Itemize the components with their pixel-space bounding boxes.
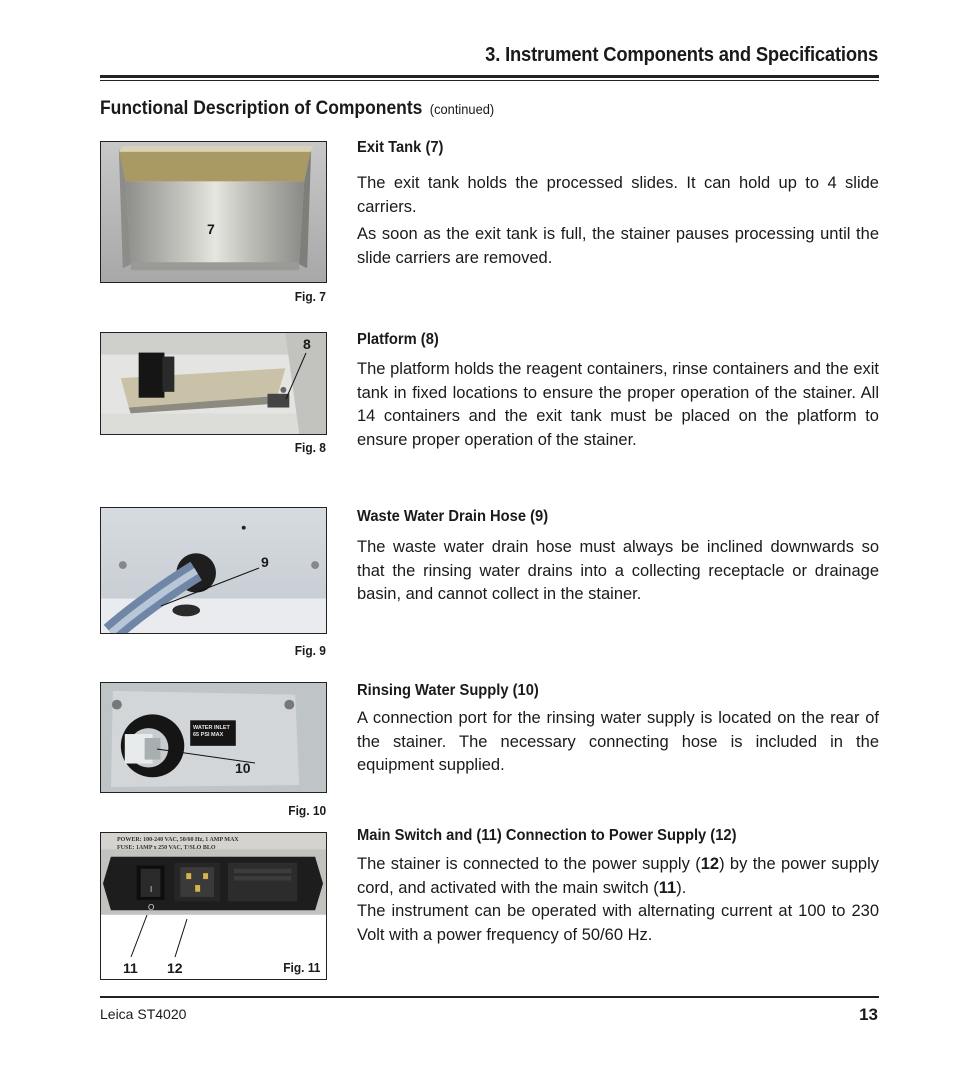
section-heading bbox=[100, 98, 494, 120]
label-line: 65 PSI MAX bbox=[193, 732, 224, 738]
callout-10: 10 bbox=[235, 760, 251, 776]
callout-line bbox=[101, 333, 327, 435]
item-title-drain-hose: Waste Water Drain Hose (9) bbox=[357, 508, 549, 525]
item-description-power-supply bbox=[357, 853, 879, 947]
paragraph: The instrument can be operated with alternating current at 100 to 230 Volt with a power frequency of 50/60 Hz. bbox=[357, 902, 879, 944]
header-rule-thin bbox=[100, 80, 879, 81]
switch-on-mark: I bbox=[150, 885, 153, 894]
paragraph-power: The stainer is connected to the power supply (12) by the power supply cord, and activated with the main switch (11). bbox=[357, 855, 879, 897]
callout-reference: 12 bbox=[700, 855, 720, 873]
item-title-water-supply: Rinsing Water Supply (10) bbox=[357, 682, 539, 699]
header-rule bbox=[100, 75, 879, 78]
item-description-exit-tank bbox=[357, 172, 879, 270]
callout-line bbox=[101, 508, 327, 634]
item-description-platform bbox=[357, 358, 879, 452]
callout-reference: 11 bbox=[658, 878, 677, 897]
figure-caption: Fig. 10 bbox=[288, 803, 326, 818]
switch-off-mark: O bbox=[148, 903, 155, 912]
chapter-title: 3. Instrument Components and Specifications bbox=[485, 44, 878, 66]
plate-line: POWER: 100-240 VAC, 50/60 Hz, 1 AMP MAX bbox=[117, 837, 239, 843]
label-line: WATER INLET bbox=[193, 725, 230, 731]
callout-7: 7 bbox=[207, 221, 215, 237]
plate-line: FUSE: 1AMP x 250 VAC, T/SLO BLO bbox=[117, 844, 216, 851]
figure-platform-photo bbox=[100, 332, 327, 435]
callout-line bbox=[101, 683, 327, 793]
footer-rule bbox=[100, 996, 879, 998]
item-title-exit-tank: Exit Tank (7) bbox=[357, 139, 444, 156]
page-number: 13 bbox=[859, 1005, 878, 1024]
callout-12: 12 bbox=[167, 960, 183, 976]
callout-11: 11 bbox=[123, 960, 138, 976]
paragraph: The platform holds the reagent containers, rinse containers and the exit tank in fixed locations to ensure the proper operation of the stainer. All 14 containers and the exit tank must be placed on the platform to ensure proper operation of the stainer. bbox=[357, 360, 879, 449]
figure-power-supply-photo bbox=[100, 832, 327, 980]
figure-caption: Fig. 9 bbox=[294, 643, 326, 658]
section-title: Functional Description of Components bbox=[100, 98, 423, 119]
paragraph: The waste water drain hose must always be inclined downwards so that the rinsing water drains into a collecting receptacle or drainage basin, and cannot collect in the stainer. bbox=[357, 538, 879, 603]
callout-lines bbox=[101, 833, 327, 980]
footer-product: Leica ST4020 bbox=[100, 1006, 187, 1022]
paragraph: The exit tank holds the processed slides. It can hold up to 4 slide carriers. bbox=[357, 174, 879, 216]
paragraph: A connection port for the rinsing water supply is located on the rear of the stainer. The necessary connecting hose is included in the equipment supplied. bbox=[357, 709, 879, 774]
item-title-platform: Platform (8) bbox=[357, 331, 439, 348]
callout-9: 9 bbox=[261, 554, 269, 570]
paragraph: As soon as the exit tank is full, the stainer pauses processing until the slide carriers are removed. bbox=[357, 225, 879, 267]
callout-8: 8 bbox=[303, 336, 311, 352]
item-title-power-supply: Main Switch and (11) Connection to Power Supply (12) bbox=[357, 827, 737, 844]
figure-caption: Fig. 7 bbox=[294, 289, 326, 304]
figure-exit-tank-photo bbox=[100, 141, 327, 283]
figure-drain-hose-photo bbox=[100, 507, 327, 634]
section-note: (continued) bbox=[429, 101, 495, 117]
item-description-water-supply bbox=[357, 707, 879, 778]
figure-water-supply-photo bbox=[100, 682, 327, 793]
figure-caption: Fig. 8 bbox=[294, 440, 326, 455]
figure-caption: Fig. 11 bbox=[282, 960, 320, 975]
item-description-drain-hose bbox=[357, 536, 879, 607]
